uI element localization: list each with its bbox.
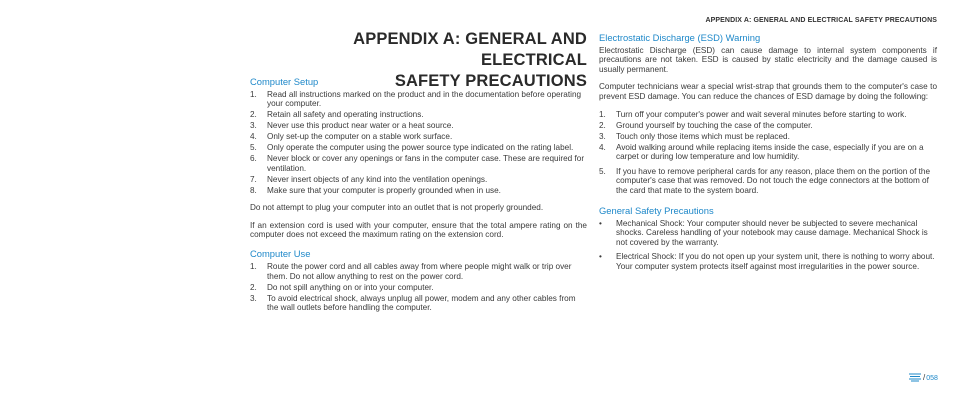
list-item [599,110,937,119]
list-number: 1. [250,262,257,272]
list-item [599,121,937,130]
list-text: Only operate the computer using the power source type indicated on the rating label. [267,143,574,153]
list-bullet: • [599,219,602,229]
list-number: 2. [250,110,257,120]
computer-use-heading: Computer Use [250,248,311,260]
list-number: 6. [250,154,257,164]
list-item [599,132,937,141]
page-footer [908,373,938,382]
list-item [599,252,937,271]
list-item [250,132,587,141]
list-item [250,186,587,195]
list-text: Read all instructions marked on the product and in the documentation before operating your computer. [267,90,582,109]
grounding-paragraph: Do not attempt to plug your computer into an outlet that is not properly grounded. [250,203,544,213]
list-number: 4. [599,143,606,153]
running-head: APPENDIX A: GENERAL AND ELECTRICAL SAFETY PRECAUTIONS [705,17,937,24]
list-number: 3. [599,132,606,142]
list-item [250,143,587,152]
list-number: 2. [250,282,257,292]
general-safety-heading: General Safety Precautions [599,205,714,217]
esd-paragraph-1: Electrostatic Discharge (ESD) can cause damage to internal system components if precautions are not taken. ESD is caused by static electricity and the damage caused is usually permanent. [599,46,937,74]
list-item [250,283,587,292]
computer-setup-heading: Computer Setup [250,76,319,87]
list-number: 2. [599,121,606,131]
general-safety-list [599,219,937,271]
page-number: 058 [926,375,938,382]
list-text: Mechanical Shock: Your computer should never be subjected to severe mechanical shocks. Careless handling of your notebook may cause damage. Mechanical Shock is not covered by the warranty. [616,219,928,247]
list-text: Never insert objects of any kind into the ventilation openings. [267,174,488,184]
list-text: Avoid walking around while replacing items inside the case, especially if you are on a carpet or during low temperature and low humidity. [616,143,924,162]
page-title-line2: SAFETY PRECAUTIONS [394,72,587,90]
list-item [599,143,937,162]
esd-list [599,110,937,195]
list-text: Only set-up the computer on a stable work surface. [267,132,453,142]
list-text: To avoid electrical shock, always unplug all power, modem and any other cables from the wall outlets before handling the computer. [267,293,576,313]
list-item [250,175,587,184]
computer-use-list [250,262,587,312]
list-number: 5. [599,166,606,176]
esd-heading: Electrostatic Discharge (ESD) Warning [599,32,761,43]
list-text: Route the power cord and all cables away from where people might walk or trip over them. Do not allow anything to rest on the power cord. [267,262,572,281]
list-item [250,90,587,109]
list-text: Touch only those items which must be replaced. [616,132,790,142]
page-title-line1: APPENDIX A: GENERAL AND ELECTRICAL [353,30,587,69]
list-text: If you have to remove peripheral cards for any reason, place them on the portion of the computer's case that was removed. Do not touch the edge connectors at the bottom of the card that mate to the system board. [616,166,931,195]
list-number: 3. [250,293,257,303]
list-number: 8. [250,185,257,195]
list-text: Do not spill anything on or into your computer. [267,282,434,292]
list-item [250,110,587,119]
list-text: Retain all safety and operating instructions. [267,110,424,120]
list-text: Ground yourself by touching the case of the computer. [616,121,813,131]
list-item [599,167,937,195]
list-text: Electrical Shock: If you do not open up your system unit, there is nothing to worry about. Your computer system protects itself against most irregularities in the power source. [616,252,935,271]
list-number: 3. [250,121,257,131]
list-text: Turn off your computer's power and wait several minutes before starting to work. [616,110,907,120]
list-number: 1. [599,110,606,120]
list-text: Never use this product near water or a heat source. [267,121,454,131]
list-number: 4. [250,132,257,142]
computer-setup-list [250,90,587,195]
list-number: 5. [250,143,257,153]
list-bullet: • [599,252,602,262]
alienware-logo-icon [908,373,922,382]
list-text: Never block or cover any openings or fans in the computer case. These are required for ventilation. [267,154,585,173]
list-number: 1. [250,90,257,99]
list-number: 7. [250,174,257,184]
esd-paragraph-2: Computer technicians wear a special wrist-strap that grounds them to the computer's case to prevent ESD damage. You can reduce the chances of ESD damage by doing the following: [599,82,937,101]
list-item [250,262,587,281]
extension-cord-paragraph: If an extension cord is used with your computer, ensure that the total ampere rating on the computer does not exceed the maximum rating on the extension cord. [250,220,587,240]
right-column [599,32,937,273]
page-slash: / [923,373,926,382]
list-item [250,294,587,313]
list-item [250,121,587,130]
list-item [599,219,937,247]
list-item [250,154,587,173]
list-text: Make sure that your computer is properly grounded when in use. [267,185,501,195]
left-column [250,76,587,314]
